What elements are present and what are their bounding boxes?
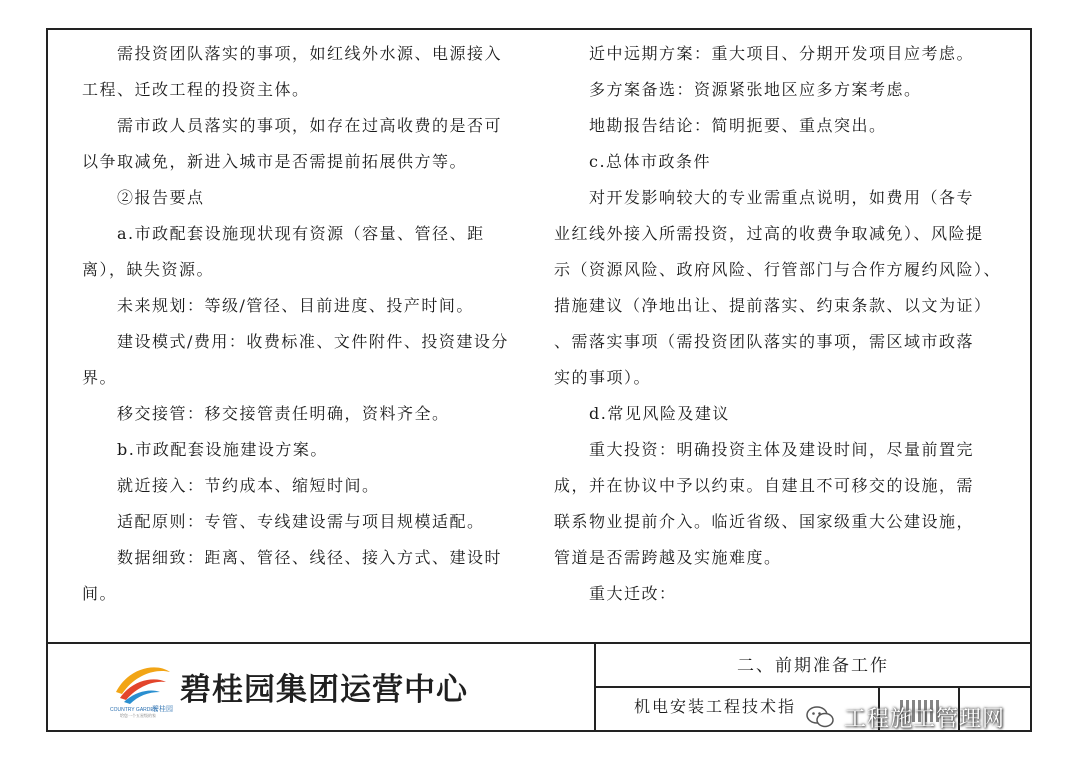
text-line: 数据细致：距离、管径、线径、接入方式、建设时 (82, 548, 503, 567)
text-line: 地勘报告结论：简明扼要、重点突出。 (554, 116, 887, 135)
text-line: a.市政配套设施现状现有资源（容量、管径、距 (82, 224, 485, 243)
text-line: 需市政人员落实的事项，如存在过高收费的是否可 (82, 116, 503, 135)
text-line: 移交接管：移交接管责任明确，资料齐全。 (82, 404, 450, 423)
text-line: 以争取减免，新进入城市是否需提前拓展供方等。 (82, 152, 468, 171)
text-line: 措施建议（净地出让、提前落实、约束条款、以文为证） (554, 296, 992, 315)
text-line: ②报告要点 (82, 188, 205, 207)
text-line: 近中远期方案：重大项目、分期开发项目应考虑。 (554, 44, 975, 63)
text-line: 适配原则：专管、专线建设需与项目规模适配。 (82, 512, 485, 531)
text-line: 需投资团队落实的事项，如红线外水源、电源接入 (82, 44, 503, 63)
text-line: b.市政配套设施建设方案。 (82, 440, 328, 459)
wechat-icon (806, 705, 834, 729)
text-line: d.常见风险及建议 (554, 404, 730, 423)
logo-slogan: 给您一个五星级的家 (120, 713, 156, 718)
text-line: 间。 (82, 584, 118, 603)
watermark (806, 700, 1005, 734)
text-line: 重大迁改： (554, 584, 677, 603)
logo-en-text: COUNTRY GARDEN (110, 707, 158, 713)
content-area (48, 30, 1030, 642)
text-line: 工程、迁改工程的投资主体。 (82, 80, 310, 99)
company-logo (108, 658, 178, 718)
document-title: 机电安装工程技术指 (634, 697, 797, 716)
logo-area (48, 644, 594, 732)
text-line: 管道是否需跨越及实施难度。 (554, 548, 782, 567)
text-line: 界。 (82, 368, 118, 387)
text-line: 重大投资：明确投资主体及建设时间，尽量前置完 (554, 440, 975, 459)
text-line: 多方案备选：资源紧张地区应多方案考虑。 (554, 80, 922, 99)
text-line: 示（资源风险、政府风险、行管部门与合作方履约风险）、 (554, 260, 1002, 279)
text-line: 离），缺失资源。 (82, 260, 215, 279)
text-line: 业红线外接入所需投资，过高的收费争取减免）、风险提 (554, 224, 984, 243)
company-name: 碧桂园集团运营中心 (180, 672, 468, 708)
text-line: 未来规划：等级/管径、目前进度、投产时间。 (82, 296, 474, 315)
text-line: 、需落实事项（需投资团队落实的事项，需区域市政落 (554, 332, 975, 351)
text-line: 就近接入：节约成本、缩短时间。 (82, 476, 380, 495)
text-line: c.总体市政条件 (554, 152, 712, 171)
page-frame (46, 28, 1032, 732)
text-line: 对开发影响较大的专业需重点说明，如费用（各专 (554, 188, 975, 207)
text-line: 联系物业提前介入。临近省级、国家级重大公建设施， (554, 512, 975, 531)
text-line: 实的事项）。 (554, 368, 652, 387)
text-line: 建设模式/费用：收费标准、文件附件、投资建设分 (82, 332, 509, 351)
section-title: 二、前期准备工作 (596, 644, 1030, 688)
text-line: 成，并在协议中予以约束。自建且不可移交的设施，需 (554, 476, 975, 495)
logo-brand-text: 碧桂园 (152, 705, 173, 713)
watermark-text: 工程施工管理网 (844, 706, 1006, 732)
